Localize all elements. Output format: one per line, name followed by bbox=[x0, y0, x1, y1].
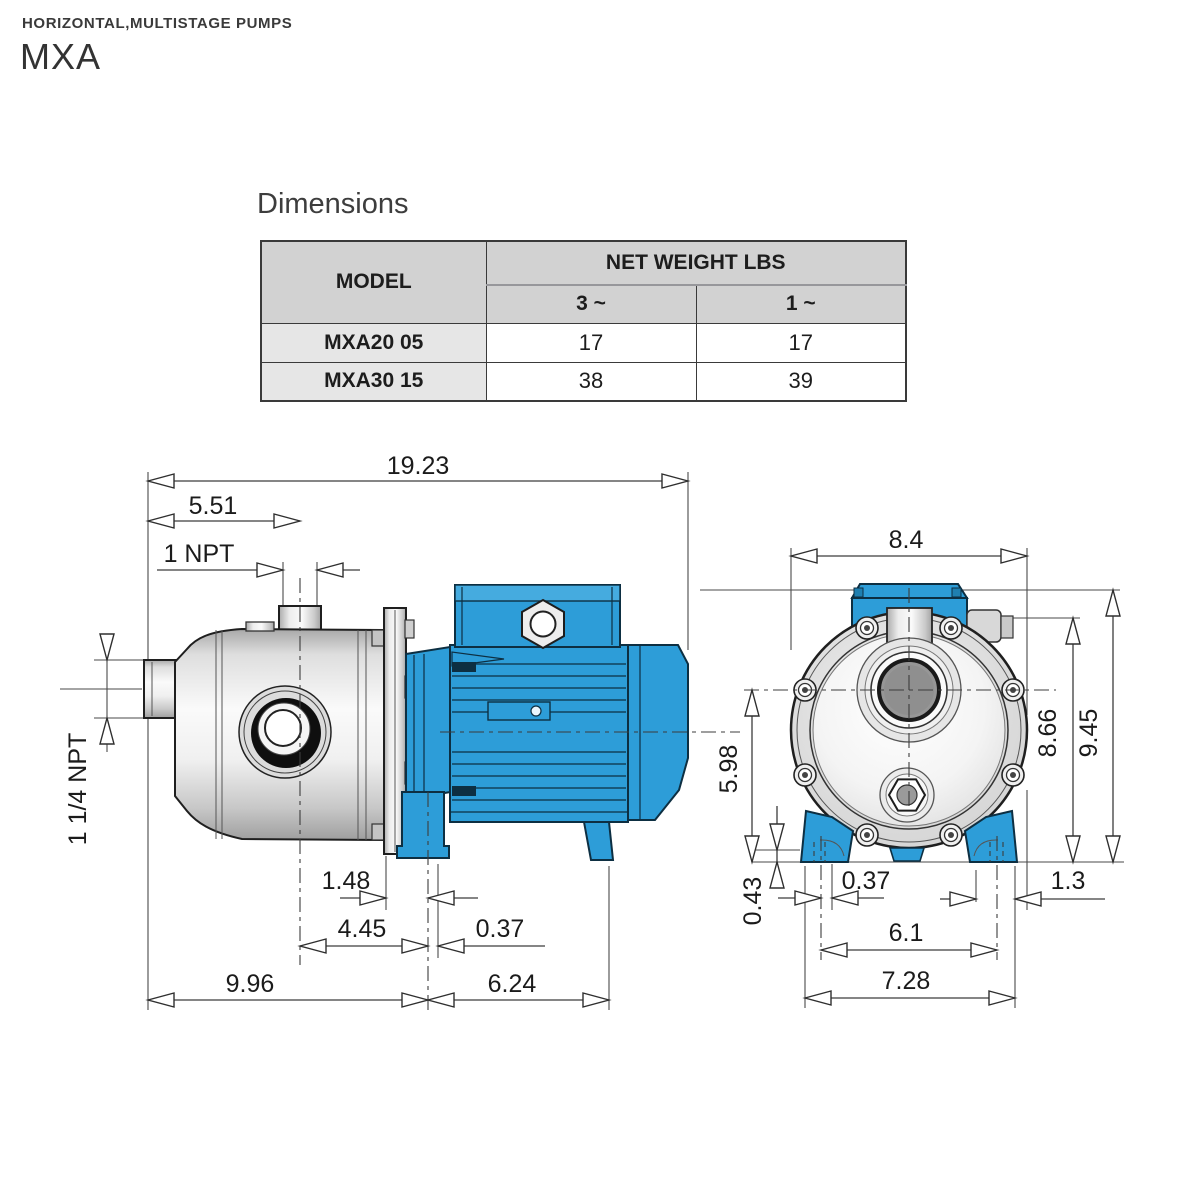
dim-bolt-spacing: 6.1 bbox=[888, 919, 924, 947]
dim-flange-to-foot: 1.48 bbox=[321, 867, 371, 895]
net-weight-table bbox=[260, 240, 907, 402]
model-cell: MXA20 05 bbox=[261, 323, 486, 362]
dim-slot-offset: 0.37 bbox=[841, 867, 891, 895]
pump-dimension-drawing bbox=[0, 440, 1200, 1200]
dim-discharge-port: 1 NPT bbox=[163, 540, 235, 568]
model-cell: MXA30 15 bbox=[261, 362, 486, 401]
dim-motor-length: 6.24 bbox=[487, 970, 537, 998]
dim-discharge-offset: 5.51 bbox=[188, 492, 238, 520]
suction-port bbox=[144, 660, 176, 718]
page-title: MXA bbox=[20, 36, 102, 77]
table-header-three-phase: 3 ~ bbox=[486, 285, 696, 323]
casing-eye bbox=[239, 686, 331, 778]
weight-3ph-cell: 38 bbox=[486, 362, 696, 401]
terminal-box bbox=[455, 585, 620, 648]
rear-foot bbox=[584, 822, 613, 860]
dim-slot-width-side: 0.37 bbox=[475, 915, 525, 943]
drain-plug bbox=[880, 768, 934, 822]
dim-overall-width: 8.4 bbox=[888, 526, 924, 554]
dim-edge-offset: 1.3 bbox=[1050, 867, 1086, 895]
dim-discharge-to-foot: 4.45 bbox=[337, 915, 387, 943]
casing-tab bbox=[890, 848, 924, 861]
page-eyebrow: HORIZONTAL,MULTISTAGE PUMPS bbox=[22, 15, 293, 32]
dim-overall-length: 19.23 bbox=[386, 452, 450, 480]
dimensions-heading: Dimensions bbox=[257, 188, 409, 220]
dim-foot-span: 7.28 bbox=[881, 967, 931, 995]
weight-3ph-cell: 17 bbox=[486, 323, 696, 362]
table-header-single-phase: 1 ~ bbox=[696, 285, 906, 323]
dim-pump-length: 9.96 bbox=[225, 970, 275, 998]
front-view bbox=[700, 526, 1124, 1008]
side-view bbox=[60, 452, 740, 1010]
table-row bbox=[261, 323, 906, 362]
dim-suction-port: 1 1/4 NPT bbox=[64, 732, 92, 846]
fill-plug bbox=[246, 622, 274, 631]
motor bbox=[450, 645, 640, 822]
pump-body bbox=[175, 622, 384, 840]
weight-1ph-cell: 39 bbox=[696, 362, 906, 401]
table-row bbox=[261, 362, 906, 401]
dim-overall-height: 9.45 bbox=[1075, 708, 1103, 758]
table-header-net-weight: NET WEIGHT LBS bbox=[486, 241, 906, 285]
dim-motor-height: 8.66 bbox=[1034, 708, 1062, 758]
dim-suction-height: 5.98 bbox=[715, 744, 743, 794]
dim-foot-thickness: 0.43 bbox=[739, 876, 767, 926]
tie-rod bbox=[452, 786, 476, 796]
tie-rod bbox=[452, 662, 476, 672]
weight-1ph-cell: 17 bbox=[696, 323, 906, 362]
table-header-model: MODEL bbox=[261, 241, 486, 323]
front-foot bbox=[397, 792, 449, 858]
